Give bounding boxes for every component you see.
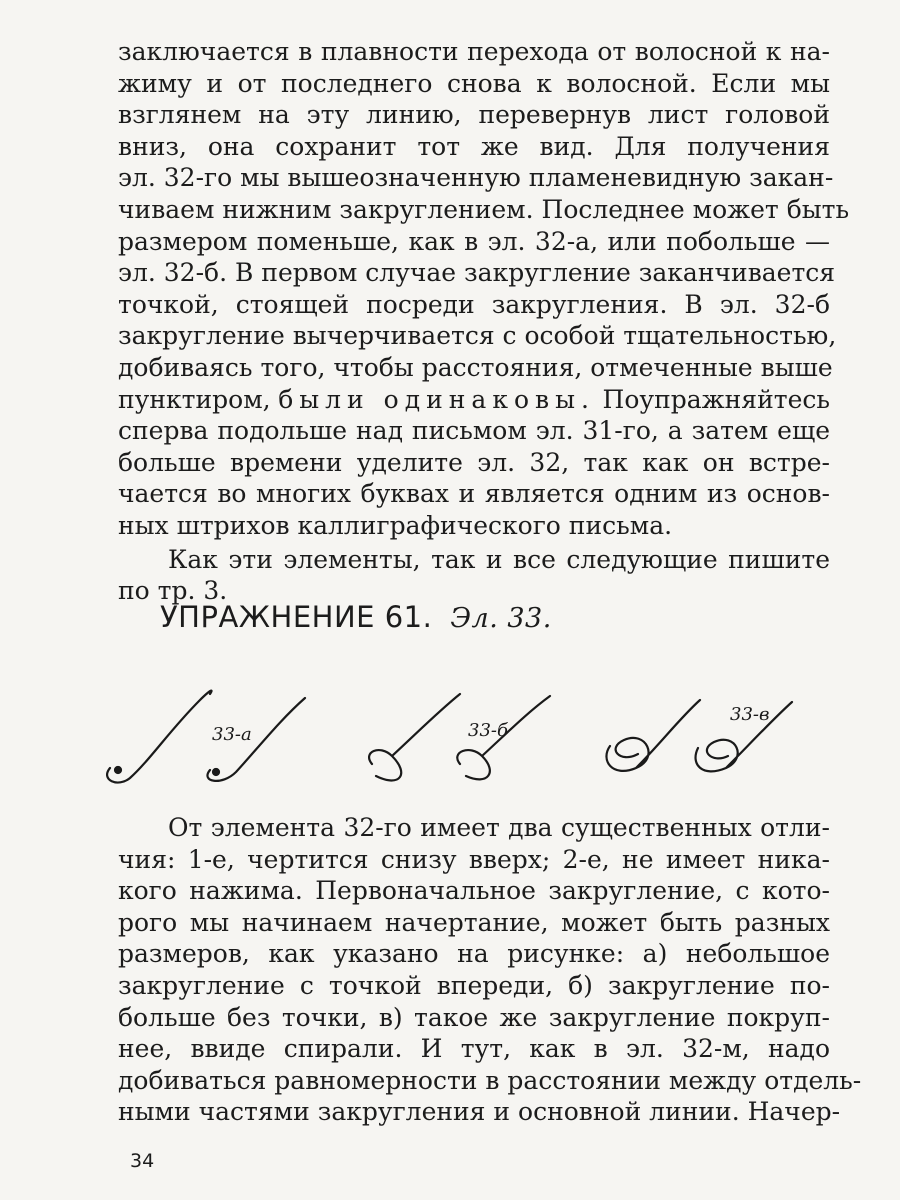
- text-block-top: [118, 36, 850, 607]
- text-line: размером поменьше, как в эл. 32-а, или побольше —: [118, 226, 830, 256]
- exercise-title: УПРАЖНЕНИЕ 61.: [160, 600, 433, 634]
- figure-label: 33-а: [212, 724, 252, 745]
- text-block-bottom: [118, 812, 862, 1128]
- paragraph-3: [118, 812, 862, 1128]
- stroke-33a-1: [107, 691, 211, 783]
- paragraph-1: [118, 36, 850, 542]
- text-line: вниз, она сохранит тот же вид. Для получения: [118, 131, 830, 161]
- text-line: больше времени уделите эл. 32, так как он встре-: [118, 447, 830, 477]
- text-line: кого нажима. Первоначальное закругление, с кото-: [118, 876, 830, 906]
- text-line: заключается в плавности перехода от волосной к на-: [118, 37, 830, 66]
- text-fragment: пунктиром,: [118, 384, 271, 414]
- text-line: добиваясь того, чтобы расстояния, отмеченные выше: [118, 352, 833, 382]
- text-line: точкой, стоящей посреди закругления. В эл. 32-б: [118, 289, 830, 319]
- text-line: рого мы начинаем начертание, может быть разных: [118, 907, 830, 937]
- exercise-heading: [160, 600, 552, 634]
- text-line: жиму и от последнего снова к волосной. Если мы: [118, 68, 830, 98]
- text-line: От элемента 32-го имеет два существенных отли-: [168, 813, 830, 842]
- paragraph-2: [118, 544, 830, 607]
- text-line-spaced: [118, 384, 830, 416]
- text-line: чиваем нижним закруглением. Последнее может быть: [118, 194, 850, 224]
- text-line: Как эти элементы, так и все следующие пишите: [168, 544, 830, 574]
- text-line: закругление вычерчивается с особой тщательностью,: [118, 321, 837, 351]
- emphasized-spaced-text: были одинаковы.: [278, 384, 595, 414]
- text-fragment: Поупражняйтесь: [602, 384, 830, 414]
- stroke-33b-1: [369, 694, 460, 780]
- text-line: по тр. 3.: [118, 576, 228, 606]
- text-line: добиваться равномерности в расстоянии между отдель-: [118, 1065, 862, 1095]
- text-line: ных штрихов каллиграфического письма.: [118, 510, 673, 540]
- element-label: Эл. 33.: [450, 603, 552, 634]
- stroke-33v-1: [606, 700, 700, 771]
- text-line: чия: 1-е, чертится снизу вверх; 2-е, не имеет ника-: [118, 844, 830, 874]
- figure-label: 33-в: [730, 704, 770, 725]
- page-number: 34: [130, 1150, 155, 1172]
- text-line: больше без точки, в) такое же закругление покруп-: [118, 1002, 830, 1032]
- text-line: нее, ввиде спирали. И тут, как в эл. 32-м, надо: [118, 1034, 830, 1064]
- text-line: закругление с точкой впереди, б) закругление по-: [118, 970, 830, 1000]
- figure-label: 33-б: [468, 720, 508, 741]
- text-line: чается во многих буквах и является одним из основ-: [118, 479, 830, 509]
- text-line: ными частями закругления и основной линии. Начер-: [118, 1097, 841, 1127]
- text-line: сперва подольше над письмом эл. 31-го, а затем еще: [118, 416, 830, 446]
- text-line: эл. 32-б. В первом случае закругление заканчивается: [118, 258, 836, 288]
- text-line: взглянем на эту линию, перевернув лист головой: [118, 100, 830, 130]
- text-line: эл. 32-го мы вышеозначенную пламеневидную закан-: [118, 163, 834, 193]
- text-line: размеров, как указано на рисунке: а) небольшое: [118, 939, 830, 969]
- stroke-dot: [115, 767, 121, 773]
- stroke-dot: [213, 769, 219, 775]
- calligraphy-figure: [0, 660, 900, 810]
